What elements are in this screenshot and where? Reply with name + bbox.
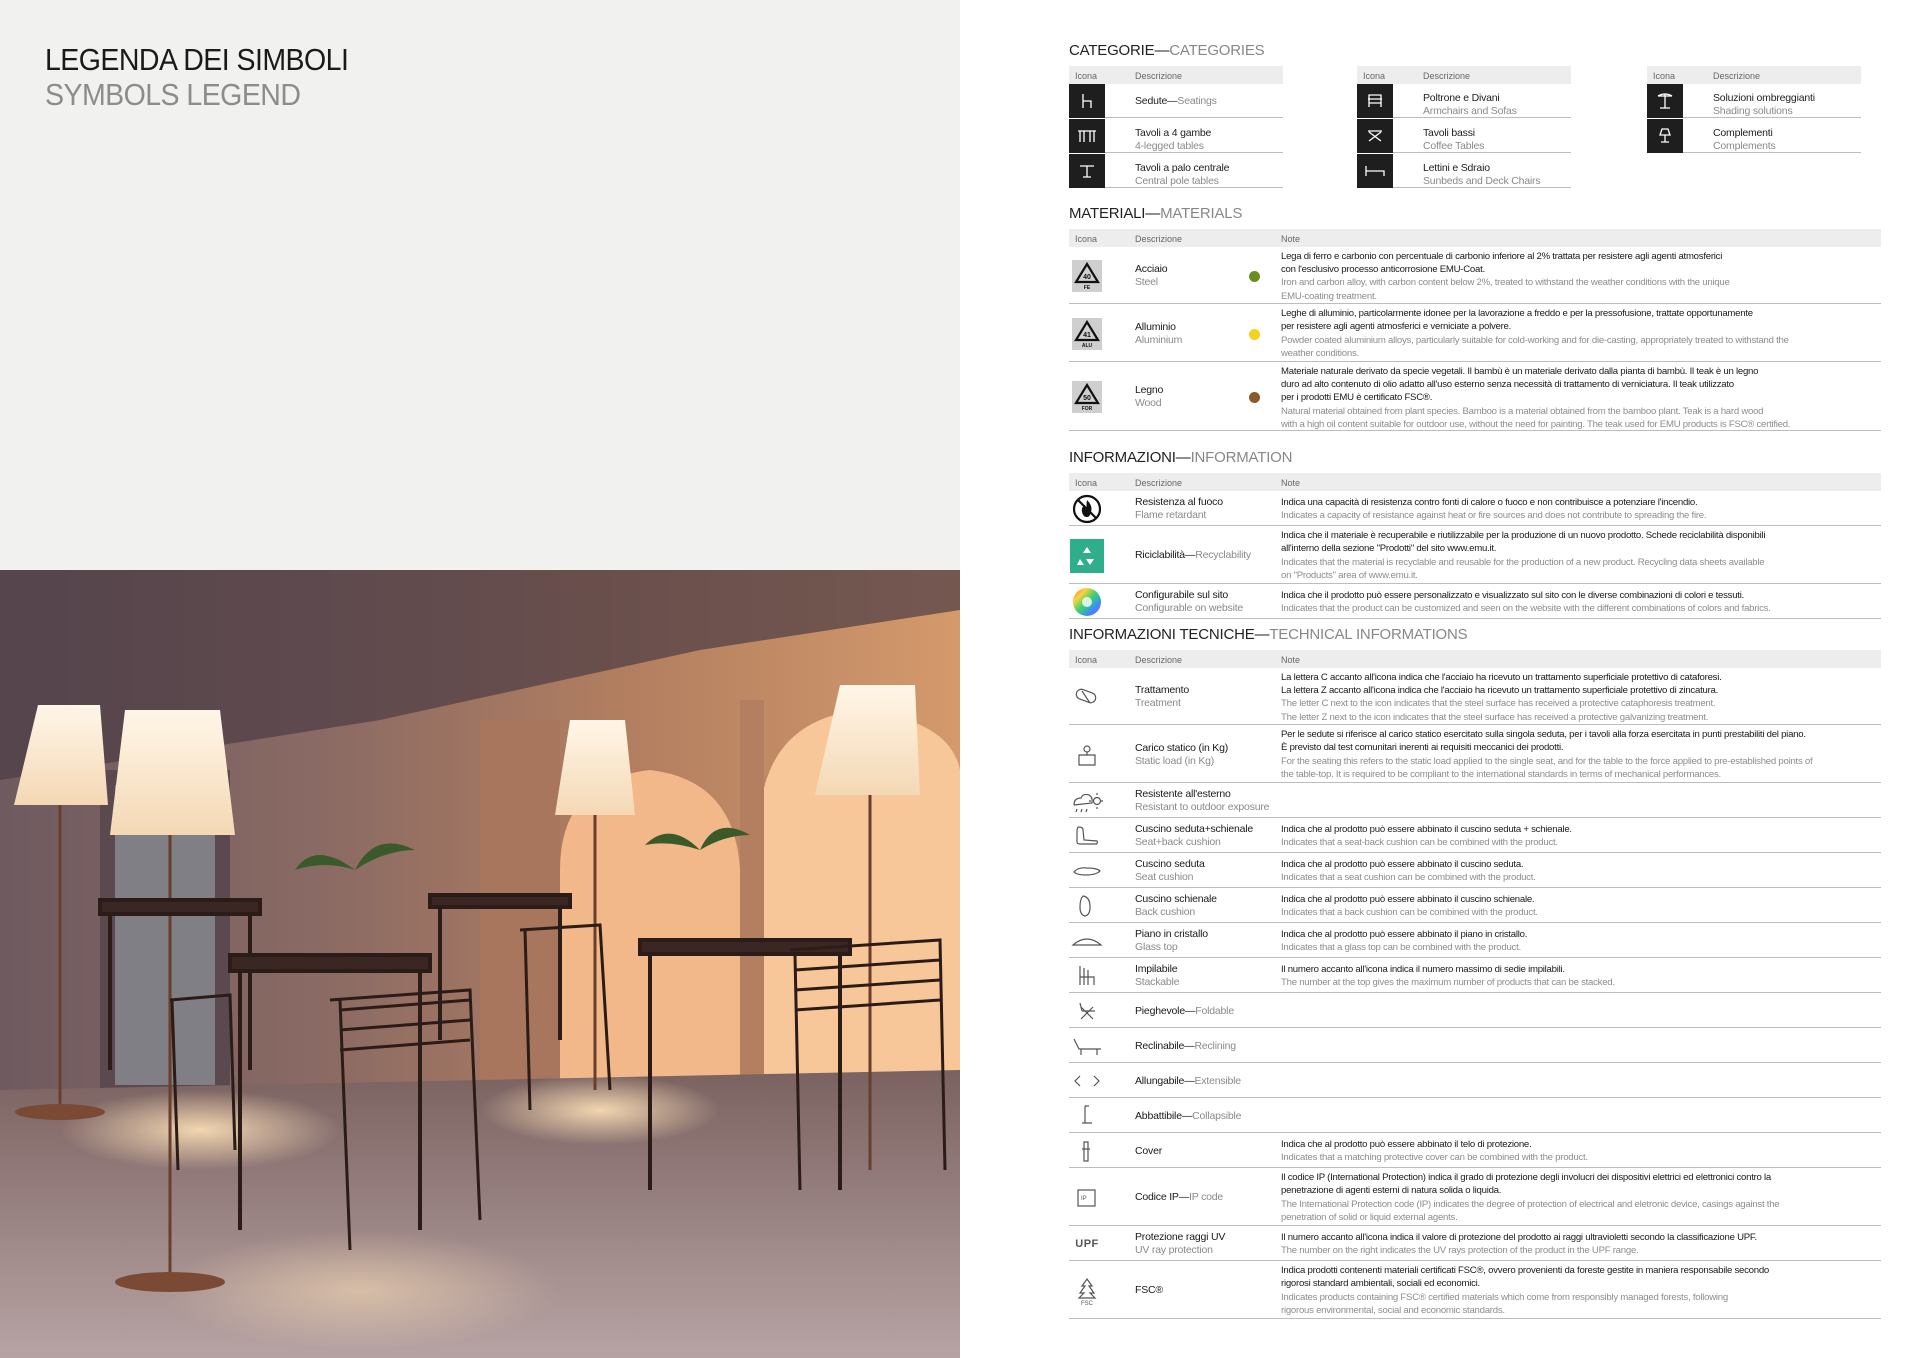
row-description: Resistente all'esterno Resistant to outdoor exposure bbox=[1135, 788, 1270, 813]
row-note: Materiale naturale derivato da specie vegetali. Il bambù è un materiale derivato dalla pianta di bambù. Il teak è un legno duro ad alto contenuto di olio adatto all'uso esterno senza necessità di trattamento di verniciatura. Il teak utilizzato per i prodotti EMU è certificato FSC®. Natural material obtained from plant species. Bamboo is a material obtained from the bamboo plant. Teak is a hard wood with a high oil content suitable for outdoor use, without the need for painting. The teak used for EMU products is FSC® certified. bbox=[1281, 366, 1791, 430]
row-description: Resistenza al fuoco Flame retardant bbox=[1135, 496, 1223, 521]
material-color-dot bbox=[1249, 329, 1260, 340]
category-row bbox=[1647, 84, 1861, 118]
materials-section-title: MATERIALI—MATERIALS bbox=[1069, 205, 1243, 222]
table-row bbox=[1069, 1169, 1881, 1226]
row-description: Riciclabilità—Recyclability bbox=[1135, 549, 1251, 561]
row-note: Indica che al prodotto può essere abbinato il piano in cristallo. Indicates that a glass top can be combined with the product. bbox=[1281, 928, 1528, 953]
steel-recycle-icon bbox=[1069, 248, 1105, 304]
technical-section-title: INFORMAZIONI TECNICHE—TECHNICAL INFORMATIONS bbox=[1069, 626, 1468, 643]
table-row bbox=[1069, 248, 1881, 304]
table-row bbox=[1069, 669, 1881, 725]
table-row bbox=[1069, 1099, 1881, 1133]
category-label: Complementi Complements bbox=[1713, 127, 1776, 152]
row-description: Abbattibile—Collapsible bbox=[1135, 1109, 1242, 1122]
outdoor-furniture-photo bbox=[0, 570, 960, 1358]
table-row bbox=[1069, 1029, 1881, 1063]
row-note: Lega di ferro e carbonio con percentuale di carbonio inferiore al 2% trattata per resistere agli agenti atmosferici con l'esclusivo processo anticorrosione EMU-Coat. Iron and carbon alloy, with carbon content below 2%, treated to withstand the weather conditions with the unique EMU-coating treatment. bbox=[1281, 251, 1730, 302]
table-row bbox=[1069, 784, 1881, 818]
table-row bbox=[1069, 305, 1881, 362]
table-row bbox=[1069, 1227, 1881, 1261]
collapsible-icon bbox=[1069, 1099, 1105, 1133]
row-note: Indica una capacità di resistenza contro fonti di calore o fuoco e non contribuisce a potenziare l'incendio. Indicates a capacity of resistance against heat or fire sources and does not contribute to spreading the fire. bbox=[1281, 496, 1707, 521]
central-pole-table-icon bbox=[1069, 154, 1105, 188]
coffee-table-icon bbox=[1357, 119, 1393, 153]
row-note: La lettera C accanto all'icona indica che l'acciaio ha ricevuto un trattamento superficiale protettivo di cataforesi. La lettera Z accanto all'icona indica che l'acciaio ha ricevuto un trattamento superficiale protettivo di zincatura. The letter C next to the icon indicates that the steel surface has received a protective cataphoresis treatment. The letter Z next to the icon indicates that the steel surface has received a protective galvanizing treatment. bbox=[1281, 672, 1722, 723]
table-row bbox=[1069, 363, 1881, 431]
table-row bbox=[1069, 726, 1881, 783]
svg-text:FSC: FSC bbox=[1081, 1300, 1093, 1306]
row-description: Codice IP—IP code bbox=[1135, 1191, 1224, 1203]
category-row bbox=[1069, 154, 1283, 188]
col-icon-label: Icona bbox=[1075, 71, 1098, 81]
svg-text:41: 41 bbox=[1083, 331, 1091, 339]
umbrella-icon bbox=[1647, 84, 1683, 118]
cover-icon bbox=[1069, 1134, 1105, 1168]
col-desc-label: Descrizione bbox=[1135, 71, 1183, 81]
chair-icon bbox=[1069, 84, 1105, 118]
category-row bbox=[1069, 119, 1283, 153]
row-note: Il numero accanto all'icona indica il valore di protezione del prodotto ai raggi ultravioletti secondo la classificazione UPF. The number on the right indicates the UV rays protection of the product in the UPF range. bbox=[1281, 1231, 1757, 1256]
row-note: Il codice IP (International Protection) indica il grado di protezione degli involucri dei dispositivi elettrici ed elettronici contro la penetrazione di agenti esterni di natura solida o liquida. The International Protection code (IP) indicates the degree of protection of electrical and eletronic device, casings against the penetration of solid or liquid external agents. bbox=[1281, 1172, 1780, 1223]
svg-text:40: 40 bbox=[1083, 274, 1091, 281]
color-wheel-icon bbox=[1069, 585, 1105, 619]
table-header bbox=[1357, 66, 1571, 84]
table-row bbox=[1069, 492, 1881, 526]
svg-text:ALU: ALU bbox=[1081, 342, 1093, 349]
row-note: Indica che al prodotto può essere abbinato il cuscino seduta. Indicates that a seat cushion can be combined with the product. bbox=[1281, 858, 1536, 883]
table-row bbox=[1069, 819, 1881, 853]
row-description: FSC® bbox=[1135, 1284, 1163, 1296]
row-note: Per le sedute si riferisce al carico statico esercitato sulla singola seduta, per i tavoli alla forza esercitata in punti prestabiliti del piano. È previsto dal test comunitari inerenti ai requisiti meccanici dei prodotti. For the seating this refers to the static load applied to the single seat, and for the table to the force applied to pre-established points of the table-top. It is required to be compliant to the international standards in terms of mechanical performances. bbox=[1281, 729, 1813, 780]
row-description: Acciaio Steel bbox=[1135, 263, 1168, 288]
category-row bbox=[1357, 84, 1571, 118]
svg-text:IP: IP bbox=[1081, 1195, 1087, 1202]
material-color-dot bbox=[1249, 392, 1260, 403]
col-icon-label: Icona bbox=[1363, 71, 1386, 81]
row-note: Il numero accanto all'icona indica il numero massimo di sedie impilabili. The number at the top gives the maximum number of products that can be stacked. bbox=[1281, 963, 1615, 988]
table-header: Icona Descrizione Note bbox=[1069, 650, 1881, 668]
col-desc-label: Descrizione bbox=[1423, 71, 1471, 81]
table-header: Icona Descrizione Note bbox=[1069, 229, 1881, 247]
row-note: Indica che al prodotto può essere abbinato il telo di protezione. Indicates that a matching protective cover can be combined with the product. bbox=[1281, 1138, 1588, 1163]
table-row bbox=[1069, 1262, 1881, 1319]
col-desc-label: Descrizione bbox=[1713, 71, 1761, 81]
seat-back-cushion-icon bbox=[1069, 819, 1105, 853]
table-header bbox=[1647, 66, 1861, 84]
row-description: Cover bbox=[1135, 1144, 1163, 1157]
category-label: Sedute—Seatings bbox=[1135, 95, 1217, 107]
static-load-icon bbox=[1069, 726, 1105, 783]
svg-text:50: 50 bbox=[1083, 395, 1091, 402]
row-note: Indica che al prodotto può essere abbinato il cuscino seduta + schienale. Indicates that a seat-back cushion can be combined with the product. bbox=[1281, 823, 1572, 848]
category-label: Tavoli a 4 gambe 4-legged tables bbox=[1135, 127, 1212, 152]
table-row bbox=[1069, 1064, 1881, 1098]
foldable-icon bbox=[1069, 994, 1105, 1028]
row-description: Allungabile—Extensible bbox=[1135, 1074, 1241, 1087]
row-description: Impilabile Stackable bbox=[1135, 963, 1180, 988]
category-row bbox=[1069, 84, 1283, 118]
category-row bbox=[1357, 154, 1571, 188]
category-label: Poltrone e Divani Armchairs and Sofas bbox=[1423, 92, 1517, 117]
row-description: Cuscino seduta+schienale Seat+back cushion bbox=[1135, 823, 1254, 848]
row-description: Pieghevole—Foldable bbox=[1135, 1004, 1234, 1017]
row-description: Legno Wood bbox=[1135, 384, 1164, 409]
table-header: Icona Descrizione Note bbox=[1069, 473, 1881, 491]
row-description: Protezione raggi UV UV ray protection bbox=[1135, 1231, 1226, 1256]
information-section-title: INFORMAZIONI—INFORMATION bbox=[1069, 449, 1293, 466]
row-description: Configurabile sul sito Configurable on website bbox=[1135, 589, 1244, 614]
table-row bbox=[1069, 585, 1881, 619]
row-description: Cuscino seduta Seat cushion bbox=[1135, 858, 1205, 883]
row-note: Indica che il materiale è recuperabile e riutilizzabile per la produzione di un nuovo prodotto. Schede reciclabilità disponibili all'interno della sezione "Prodotti" del sito www.emu.it. Indicates that the material is recyclable and reusable for the production of a new product. Recycling data sheets available on "Products" area of www.emu.it. bbox=[1281, 530, 1766, 581]
four-leg-table-icon bbox=[1069, 119, 1105, 153]
category-label: Soluzioni ombreggianti Shading solutions bbox=[1713, 92, 1815, 117]
row-description: Reclinabile—Reclining bbox=[1135, 1039, 1236, 1052]
reclining-icon bbox=[1069, 1029, 1105, 1063]
row-description: Piano in cristallo Glass top bbox=[1135, 928, 1208, 953]
aluminium-recycle-icon bbox=[1069, 305, 1105, 362]
table-row bbox=[1069, 527, 1881, 584]
table-row bbox=[1069, 924, 1881, 958]
category-label: Lettini e Sdraio Sunbeds and Deck Chairs bbox=[1423, 162, 1541, 187]
treatment-icon bbox=[1069, 669, 1105, 725]
page-title-en: SYMBOLS LEGEND bbox=[45, 77, 301, 112]
material-color-dot bbox=[1249, 271, 1260, 282]
back-cushion-icon bbox=[1069, 889, 1105, 923]
row-description: Carico statico (in Kg) Static load (in Kg) bbox=[1135, 741, 1229, 767]
armchair-icon bbox=[1357, 84, 1393, 118]
lamp-icon bbox=[1647, 119, 1683, 153]
outdoor-exposure-icon bbox=[1069, 784, 1105, 818]
page-title-it: LEGENDA DEI SIMBOLI bbox=[45, 42, 349, 77]
col-icon-label: Icona bbox=[1653, 71, 1676, 81]
category-row bbox=[1357, 119, 1571, 153]
recyclability-icon bbox=[1069, 527, 1105, 584]
categories-section-title: CATEGORIE—CATEGORIES bbox=[1069, 42, 1265, 59]
table-row bbox=[1069, 994, 1881, 1028]
row-note: Indica che il prodotto può essere personalizzato e visualizzato sul sito con le diverse combinazioni di colori e tessuti. Indicates that the product can be customized and seen on the website with the different combinations of colors and fabrics. bbox=[1281, 589, 1771, 614]
table-row bbox=[1069, 959, 1881, 993]
row-note: Indica che al prodotto può essere abbinato il cuscino schienale. Indicates that a back cushion can be combined with the product. bbox=[1281, 893, 1538, 918]
seat-cushion-icon bbox=[1069, 854, 1105, 888]
extensible-icon bbox=[1069, 1064, 1105, 1098]
row-note: Indica prodotti contenenti materiali certificati FSC®, ovvero provenienti da foreste gestite in maniera responsabile secondo rigorosi standard ambientali, sociali ed economici. Indicates products containing FSC® certified materials which come from responsibly managed forests, following rigorous environmental, social and economic standards. bbox=[1281, 1265, 1770, 1316]
row-description: Alluminio Aluminium bbox=[1135, 320, 1183, 346]
svg-text:FE: FE bbox=[1083, 285, 1091, 291]
row-note: Leghe di alluminio, particolarmente idonee per la lavorazione a freddo e per la pressofusione, trattate opportunamente per resistere agli agenti atmosferici e verniciate a polvere. Powder coated aluminium alloys, particularly suitable for cold-working and for die-casting, appropriately treated to withstand the weather conditions. bbox=[1281, 308, 1789, 359]
table-row bbox=[1069, 854, 1881, 888]
row-description: Trattamento Treatment bbox=[1135, 684, 1190, 709]
sunbed-icon bbox=[1357, 154, 1393, 188]
row-description: Cuscino schienale Back cushion bbox=[1135, 893, 1217, 918]
stackable-icon bbox=[1069, 959, 1105, 993]
category-label: Tavoli bassi Coffee Tables bbox=[1423, 127, 1485, 152]
ip-code-icon bbox=[1069, 1169, 1105, 1226]
table-row bbox=[1069, 889, 1881, 923]
category-label: Tavoli a palo centrale Central pole tables bbox=[1135, 162, 1230, 187]
upf-icon: UPF bbox=[1075, 1238, 1099, 1250]
flame-retardant-icon bbox=[1069, 492, 1105, 526]
svg-text:FOR: FOR bbox=[1081, 406, 1093, 412]
legend-panel bbox=[1069, 0, 1881, 1358]
wood-recycle-icon bbox=[1069, 363, 1105, 431]
fsc-icon bbox=[1069, 1262, 1105, 1319]
table-row bbox=[1069, 1134, 1881, 1168]
category-row bbox=[1647, 119, 1861, 153]
glass-top-icon bbox=[1069, 924, 1105, 958]
table-header bbox=[1069, 66, 1283, 84]
